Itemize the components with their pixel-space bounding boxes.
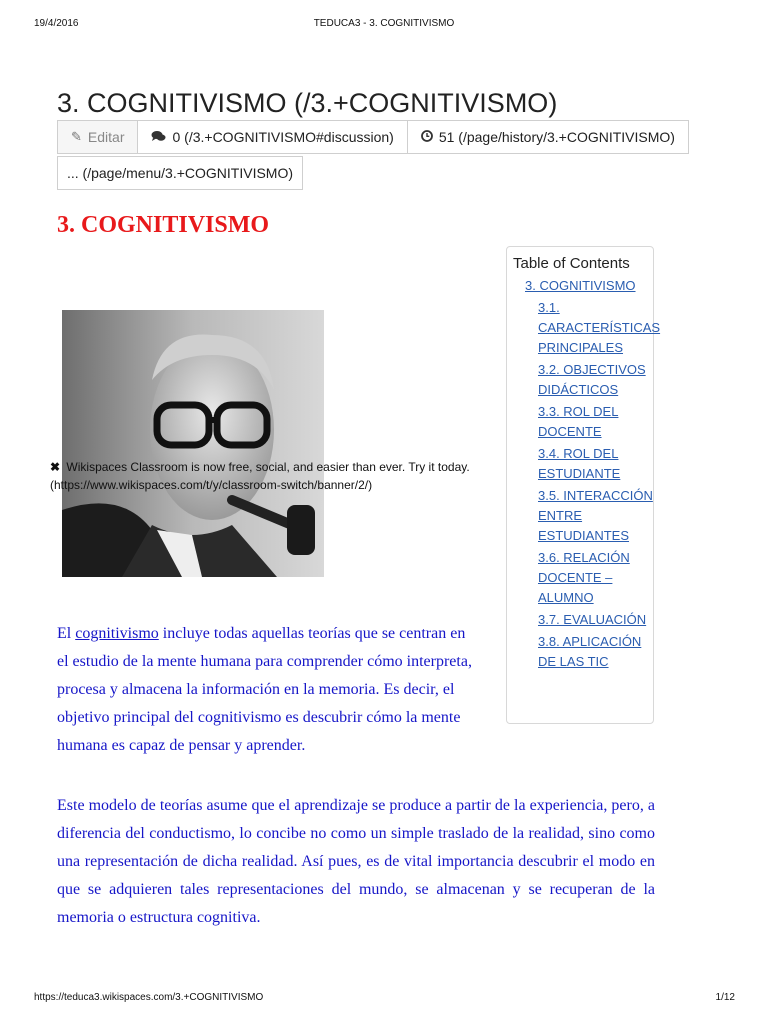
print-date: 19/4/2016 bbox=[34, 18, 79, 29]
model-paragraph: Este modelo de teorías asume que el aprendizaje se produce a partir de la experiencia, pero, a diferencia del conductismo, lo concibe no como un simple traslado de la realidad, sino como una representación de dicha realidad. Así pues, es de vital importancia descubrir el modo en que se adquieren tales representaciones del mundo, se almacenan y se recuperan de la memoria o estructura cognitiva. bbox=[57, 797, 655, 926]
intro-paragraph bbox=[57, 620, 477, 760]
section-heading: 3. COGNITIVISMO bbox=[57, 212, 270, 238]
intro-text: incluye todas aquellas teorías que se centran en el estudio de la mente humana para comprender cómo interpreta, procesa y almacena la información en la memoria. Es decir, el objetivo principal del cognitivismo es descubrir cómo la mente humana es capaz de pensar y aprender. bbox=[57, 625, 472, 754]
close-icon[interactable]: ✖ bbox=[50, 460, 61, 474]
toc-link-objectivos[interactable]: 3.2. OBJECTIVOS DIDÁCTICOS bbox=[538, 362, 646, 397]
intro-prefix: El bbox=[57, 625, 76, 642]
history-button[interactable] bbox=[408, 120, 689, 154]
toc-link-interaccion[interactable]: 3.5. INTERACCIÓN ENTRE ESTUDIANTES bbox=[538, 488, 653, 543]
toc-link-aplicacion-tic[interactable]: 3.8. APLICACIÓN DE LAS TIC bbox=[538, 634, 642, 669]
notice-text: Wikispaces Classroom is now free, social, and easier than ever. Try it today. bbox=[66, 460, 470, 474]
clock-icon bbox=[421, 130, 433, 145]
edit-label: Editar bbox=[87, 129, 125, 145]
notice-link[interactable]: (https://www.wikispaces.com/t/y/classroom-switch/banner/2/) bbox=[50, 478, 373, 492]
comments-icon bbox=[151, 130, 166, 145]
print-url: https://teduca3.wikispaces.com/3.+COGNITIVISMO bbox=[34, 992, 264, 1003]
portrait-photo bbox=[62, 310, 324, 577]
discussion-button[interactable] bbox=[138, 120, 407, 154]
edit-button[interactable] bbox=[57, 120, 138, 154]
history-label: 51 (/page/history/3.+COGNITIVISMO) bbox=[438, 129, 675, 145]
toc-title: Table of Contents bbox=[513, 255, 630, 272]
cognitivismo-link[interactable]: cognitivismo bbox=[75, 625, 159, 642]
discussion-label: 0 (/3.+COGNITIVISMO#discussion) bbox=[172, 129, 394, 145]
toc-link-evaluacion[interactable]: 3.7. EVALUACIÓN bbox=[538, 612, 647, 627]
toc-link-rol-docente[interactable]: 3.3. ROL DEL DOCENTE bbox=[538, 404, 619, 439]
page-menu-button[interactable]: ... (/page/menu/3.+COGNITIVISMO) bbox=[57, 156, 303, 190]
print-title: TEDUCA3 - 3. COGNITIVISMO bbox=[313, 18, 455, 29]
page-title: 3. COGNITIVISMO (/3.+COGNITIVISMO) bbox=[57, 88, 558, 118]
toc-link-rol-estudiante[interactable]: 3.4. ROL DEL ESTUDIANTE bbox=[538, 446, 621, 481]
table-of-contents bbox=[506, 246, 661, 724]
print-page-number: 1/12 bbox=[715, 992, 735, 1003]
pencil-icon: ✎ bbox=[71, 129, 82, 144]
page-action-bar bbox=[57, 120, 689, 154]
toc-link-cognitivismo[interactable]: 3. COGNITIVISMO bbox=[525, 278, 636, 293]
toc-link-caracteristicas[interactable]: 3.1. CARACTERÍSTICAS PRINCIPALES bbox=[538, 300, 661, 355]
promo-notice bbox=[50, 458, 490, 494]
toc-link-relacion[interactable]: 3.6. RELACIÓN DOCENTE – ALUMNO bbox=[538, 550, 630, 605]
